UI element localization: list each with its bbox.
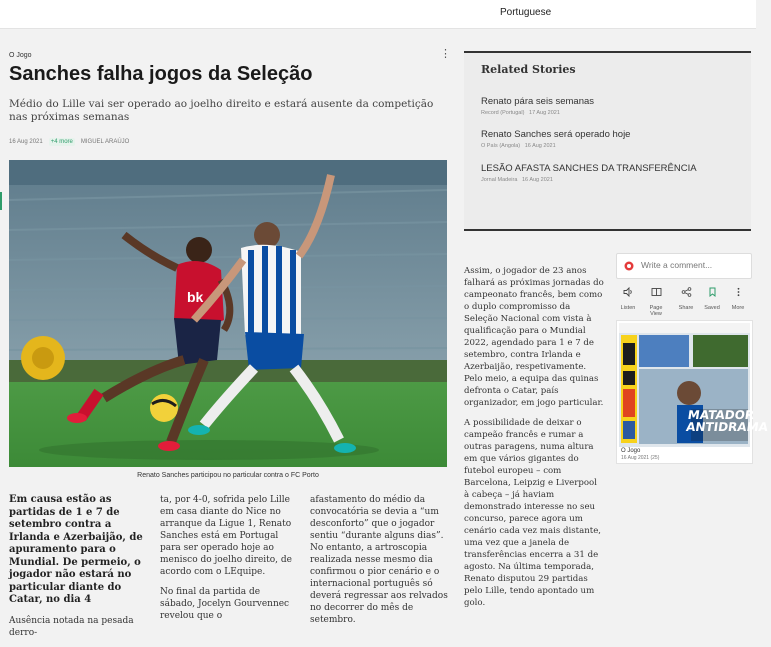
speaker-icon: [623, 287, 634, 297]
cover-headline: MATADOR ANTIDRAMA: [685, 408, 769, 434]
related-story[interactable]: [481, 96, 741, 116]
book-icon: [651, 287, 662, 297]
article-paragraph: ta, por 4-0, sofrida pelo Lille em casa diante do Nice no arranque da Ligue 1, Renato Sanches está em Portugal para ser operado hoje ao menisco do joelho direito, de acordo com o LEquipe.: [160, 495, 292, 577]
article-column-3: [310, 494, 450, 634]
related-story-title[interactable]: Renato Sanches será operado hoje: [481, 129, 631, 140]
share-icon: [681, 287, 692, 297]
saved-button[interactable]: Saved: [700, 284, 724, 311]
top-bar: [0, 0, 756, 29]
share-button[interactable]: Share: [674, 284, 698, 311]
article-subtitle: Médio do Lille vai ser operado ao joelho direito e estará ausente da competição nas próximas semanas: [9, 98, 434, 123]
article-column-4: [464, 265, 604, 617]
article-source[interactable]: O Jogo: [9, 52, 32, 59]
related-stories-heading: Related Stories: [481, 63, 576, 76]
photo-caption: Renato Sanches participou no particular contra o FC Porto: [137, 472, 319, 479]
related-stories-panel: [464, 51, 751, 231]
user-avatar-icon: [623, 261, 635, 271]
article-paragraph: Ausência notada na pesada derro-: [9, 615, 134, 638]
bookmark-icon: [707, 287, 718, 297]
related-story-title[interactable]: Renato pára seis semanas: [481, 96, 595, 107]
article-photo[interactable]: [9, 160, 447, 467]
related-story[interactable]: [481, 163, 741, 183]
article-title: Sanches falha jogos da Seleção: [9, 63, 313, 85]
article-lead: Em causa estão as partidas de 1 e 7 de setembro contra a Irlanda e Azerbaijão, de apuramento para o Mundial. De permeio, o jogador não estará no particular diante do Catar, no dia 4: [9, 494, 143, 605]
article-column-2: [160, 494, 295, 630]
article-paragraph: Assim, o jogador de 23 anos falhará as próximas jornadas do campeonato francês, bem como o duplo compromisso da Seleção Nacional com vista à qualificação para o Mundial 2022, agendado para 1 e 7 de setembro, contra Irlanda e Azerbaijão, respetivamente. Pelo meio, a equipa das quinas defronta o Catar, país organizador, em jogo particular.: [464, 266, 604, 408]
svg-text:bk: bk: [187, 289, 204, 305]
related-story-meta: Jornal Madeira 16 Aug 2021: [481, 177, 553, 183]
listen-button[interactable]: Listen: [616, 284, 640, 311]
football: [150, 394, 178, 422]
article-meta: [9, 138, 129, 146]
newspaper-thumbnail[interactable]: [616, 320, 769, 464]
article-column-1: [9, 494, 146, 647]
related-story-meta: O País (Angola) 16 Aug 2021: [481, 143, 556, 149]
article-author: MIGUEL ARAÚJO: [80, 139, 130, 145]
related-story-title[interactable]: LESÃO AFASTA SANCHES DA TRANSFERÊNCIA: [481, 163, 697, 174]
thumbnail-paper: O Jogo: [621, 448, 641, 454]
article-paragraph: No final da partida de sábado, Jocelyn Gourvennec revelou que o: [160, 587, 290, 621]
more-button[interactable]: More: [726, 284, 750, 311]
article-date: 16 Aug 2021: [9, 139, 43, 145]
comment-input[interactable]: [616, 253, 752, 279]
football-match-photo: [9, 160, 447, 467]
newspaper-cover: [619, 323, 769, 447]
more-vertical-icon: [733, 287, 744, 297]
more-options-icon[interactable]: ⋮: [440, 48, 451, 60]
active-indicator: [0, 192, 2, 210]
related-story-meta: Record (Portugal) 17 Aug 2021: [481, 110, 560, 116]
article-paragraph: afastamento do médio da convocatória se devia a “um desconforto” que o jogador sentiu “durante alguns dias”. No entanto, a artroscopia realizada nesse mesmo dia confirmou o pior cenário e o internacional português só deverá regressar aos relvados no decorrer do mês de setembro.: [310, 495, 448, 625]
thumbnail-meta: 16 Aug 2021 (25): [621, 455, 660, 461]
article-paragraph: A possibilidade de deixar o campeão francês e rumar a outras paragens, numa altura em que vários gigantes do futebol europeu – com Barcelona, Leipzig e Liverpool à cabeça – já haviam demonstrado interesse no seu concurso, parece agora um cenário cada vez mais distante, uma vez que a janela de transferências encerra a 31 de agosto. Na última temporada, Renato disputou 29 partidas pelo Lille, tendo apontado um golo.: [464, 418, 602, 608]
article-actions: [616, 284, 752, 317]
related-story[interactable]: [481, 129, 741, 149]
language-selector[interactable]: Portuguese: [500, 7, 552, 18]
comment-placeholder: Write a comment...: [641, 260, 713, 270]
more-sources-badge[interactable]: +4 more: [50, 139, 73, 145]
page-view-button[interactable]: Page View: [644, 284, 668, 317]
